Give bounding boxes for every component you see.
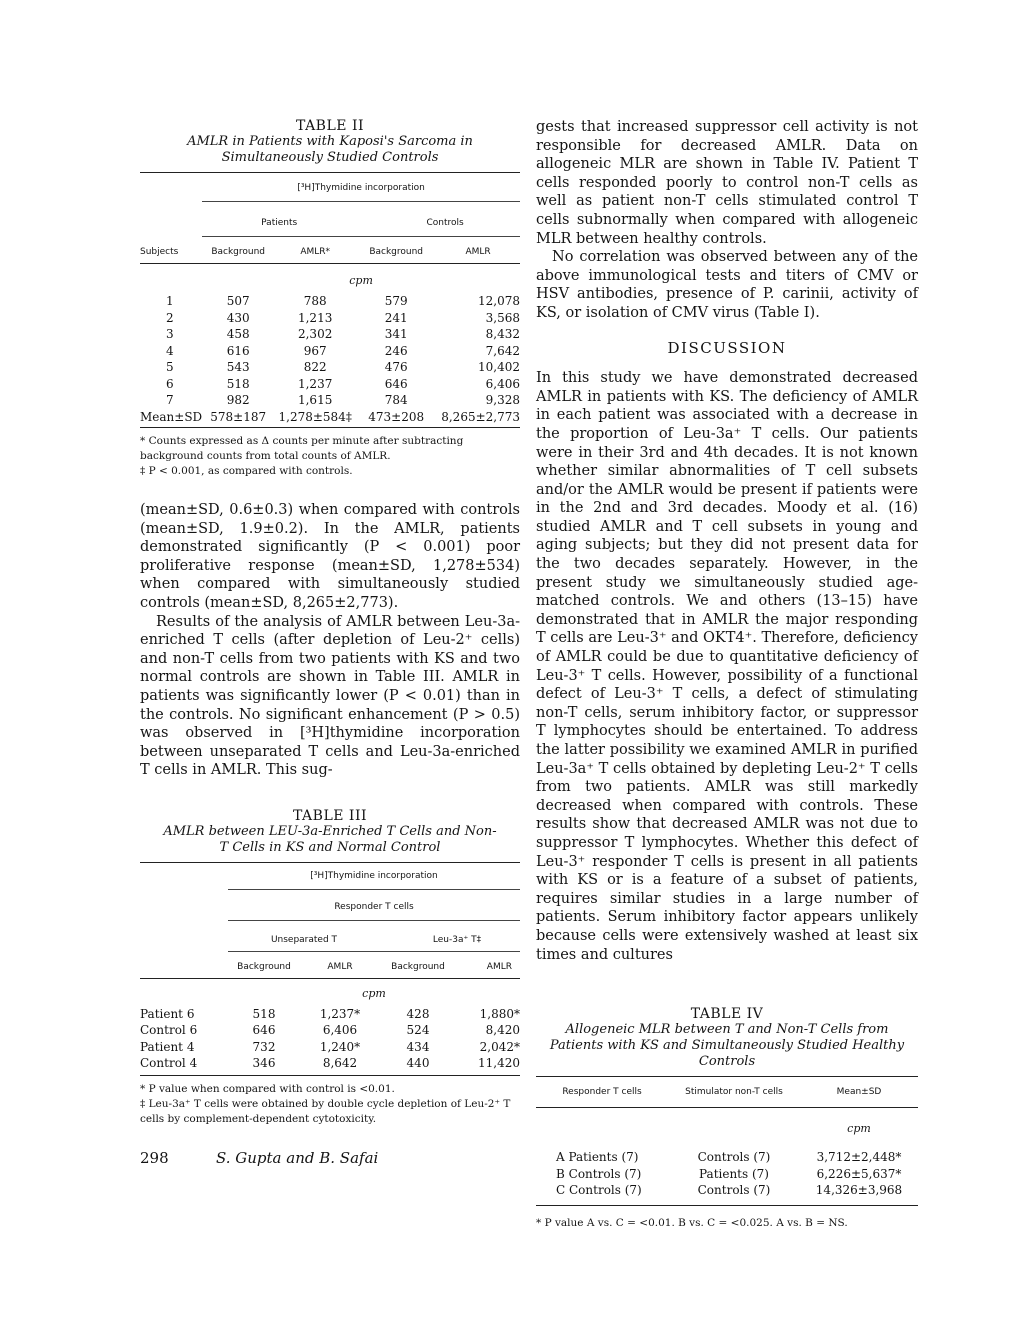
table-cell: 1,213 bbox=[297, 310, 333, 325]
right-column bbox=[536, 118, 918, 1231]
table-cell: 518 bbox=[226, 376, 250, 391]
table-cell: 428 bbox=[406, 1006, 430, 1021]
table-cell: 1,278±584‡ bbox=[278, 409, 352, 424]
table-row bbox=[536, 1149, 918, 1166]
table4-note-1: * P value A vs. C = <0.01. B vs. C = <0.025. A vs. B = NS. bbox=[536, 1216, 848, 1229]
running-authors: S. Gupta and B. Safai bbox=[216, 1149, 379, 1167]
table4-unit: cpm bbox=[847, 1122, 871, 1136]
table-cell: 2 bbox=[166, 310, 174, 325]
table2-spanner: [³H]Thymidine incorporation bbox=[202, 179, 520, 202]
table-cell: 5 bbox=[166, 360, 174, 374]
table-cell: 732 bbox=[252, 1039, 276, 1054]
table-cell: 1,237* bbox=[319, 1006, 361, 1021]
table-cell: 8,420 bbox=[485, 1023, 520, 1038]
table2 bbox=[140, 172, 520, 425]
table-row bbox=[140, 409, 520, 426]
table4-caption bbox=[536, 1006, 918, 1070]
table-row bbox=[536, 1166, 918, 1183]
right-body-text bbox=[536, 118, 918, 964]
table-cell: 8,642 bbox=[322, 1056, 358, 1071]
table-cell: Control 4 bbox=[140, 1056, 198, 1071]
table2-title: AMLR in Patients with Kaposi's Sarcoma in Simultaneously Studied Controls bbox=[187, 134, 473, 165]
table-cell: 7 bbox=[166, 393, 174, 407]
table-cell: Controls (7) bbox=[697, 1183, 771, 1198]
table-row bbox=[140, 1039, 520, 1056]
table-cell: 440 bbox=[406, 1056, 430, 1071]
table-row bbox=[140, 310, 520, 327]
table-cell: 476 bbox=[384, 360, 408, 374]
table-cell: 1 bbox=[166, 294, 174, 308]
table-cell: C Controls (7) bbox=[556, 1183, 642, 1198]
table-row bbox=[140, 1006, 520, 1023]
table4-title: Allogeneic MLR between T and Non-T Cells from Patients with KS and Simultaneously Studied Healthy Controls bbox=[549, 1022, 905, 1070]
table-row bbox=[140, 1055, 520, 1072]
table4-label: TABLE IV bbox=[690, 1006, 764, 1023]
table2-group-controls: Controls bbox=[356, 202, 520, 237]
table3-group-unseparated: Unseparated T bbox=[228, 920, 380, 951]
table-cell: Patient 6 bbox=[140, 1006, 195, 1021]
table2-group-patients: Patients bbox=[202, 202, 356, 237]
table-cell: 1,615 bbox=[297, 393, 333, 407]
table3 bbox=[140, 862, 520, 1072]
table4-col-meansd: Mean±SD bbox=[836, 1087, 882, 1098]
table2-note-1: * Counts expressed as Δ counts per minute after subtracting background counts from total counts of AMLR. bbox=[140, 435, 464, 462]
table4-col-responder: Responder T cells bbox=[562, 1087, 642, 1098]
table2-col-amlr2: AMLR bbox=[465, 247, 491, 257]
table-cell: 6,406 bbox=[485, 376, 520, 391]
table-cell: 646 bbox=[252, 1023, 276, 1038]
table3-spanner: [³H]Thymidine incorporation bbox=[228, 867, 520, 890]
table2-col-amlr1: AMLR* bbox=[300, 247, 331, 257]
table3-col-amlr2: AMLR bbox=[486, 961, 512, 972]
table-cell: Mean±SD bbox=[140, 409, 203, 424]
table2-note-2: ‡ P < 0.001, as compared with controls. bbox=[140, 465, 353, 477]
table-cell: 524 bbox=[406, 1023, 430, 1038]
right-paragraph-1: gests that increased suppressor cell activity is not responsible for decreased AMLR. Data on allogeneic MLR are shown in Table IV. Patient T cells responded poorly to control non-T cells as well as patient non-T cells stimulated control T cells subnormally when compared with allogeneic MLR between healthy controls. bbox=[536, 119, 918, 247]
table-cell: B Controls (7) bbox=[556, 1166, 642, 1181]
table-row bbox=[140, 1022, 520, 1039]
page-footer bbox=[140, 1149, 378, 1167]
table-cell: 473±208 bbox=[368, 409, 425, 424]
table-cell: 982 bbox=[226, 393, 250, 407]
table2-col-bg1: Background bbox=[211, 247, 266, 257]
table3-notes bbox=[140, 1082, 520, 1127]
table-cell: 579 bbox=[384, 294, 408, 308]
table-cell: 8,265±2,773 bbox=[441, 409, 520, 424]
table-row bbox=[536, 1182, 918, 1199]
table-cell: 3 bbox=[166, 327, 174, 341]
table-cell: 10,402 bbox=[478, 360, 520, 374]
table-row bbox=[140, 359, 520, 376]
table-cell: 246 bbox=[384, 343, 408, 358]
table-cell: 8,432 bbox=[485, 327, 520, 341]
table-cell: Patients (7) bbox=[699, 1166, 769, 1181]
left-column bbox=[140, 118, 520, 1127]
table3-col-bg1: Background bbox=[237, 961, 291, 972]
page-number: 298 bbox=[140, 1149, 169, 1167]
table-cell: 6 bbox=[166, 376, 174, 391]
table-cell: 518 bbox=[252, 1006, 276, 1021]
table2-col-bg2: Background bbox=[369, 247, 424, 257]
table3-col-amlr1: AMLR bbox=[327, 961, 353, 972]
table4-notes bbox=[536, 1216, 918, 1231]
table-row bbox=[140, 293, 520, 310]
table-cell: 578±187 bbox=[210, 409, 267, 424]
table-cell: Patient 4 bbox=[140, 1039, 195, 1054]
table-cell: 14,326±3,968 bbox=[815, 1183, 903, 1198]
table-cell: 1,237 bbox=[297, 376, 333, 391]
table2-col-subjects: Subjects bbox=[140, 246, 179, 257]
table-cell: 2,042* bbox=[479, 1039, 520, 1054]
table-cell: 1,880* bbox=[479, 1006, 520, 1021]
table3-caption bbox=[140, 808, 520, 856]
table-cell: 341 bbox=[384, 327, 408, 341]
table-cell: 822 bbox=[303, 360, 327, 374]
table-cell: 788 bbox=[303, 294, 327, 308]
table3-title: AMLR between LEU-3a-Enriched T Cells and Non-T Cells in KS and Normal Control bbox=[163, 823, 497, 855]
left-paragraph-1: (mean±SD, 0.6±0.3) when compared with controls (mean±SD, 1.9±0.2). In the AMLR, patients demonstrated significantly (P < 0.001) poor proliferative response (mean±SD, 1,278±534) when compared with simultaneously studied controls (mean±SD, 8,265±2,773). bbox=[140, 502, 520, 611]
right-paragraph-2: No correlation was observed between any of the above immunological tests and titers of CMV or HSV antibodies, presence of P. carinii, activity of KS, or isolation of CMV virus (Table I). bbox=[536, 249, 918, 321]
table-row bbox=[140, 326, 520, 343]
table3-note-2: ‡ Leu-3a⁺ T cells were obtained by double cycle depletion of Leu-2⁺ T cells by complement-dependent cytotoxicity. bbox=[140, 1097, 511, 1125]
left-body-text bbox=[140, 501, 520, 780]
table-cell: 543 bbox=[226, 360, 250, 374]
table-cell: 11,420 bbox=[478, 1056, 520, 1071]
table-cell: 784 bbox=[384, 393, 408, 407]
table-cell: 1,240* bbox=[319, 1039, 361, 1054]
table4-col-stimulator: Stimulator non-T cells bbox=[685, 1087, 783, 1098]
discussion-heading: DISCUSSION bbox=[667, 338, 787, 357]
table-cell: 434 bbox=[406, 1039, 430, 1054]
table-cell: 2,302 bbox=[297, 327, 333, 341]
table-cell: A Patients (7) bbox=[556, 1150, 639, 1165]
table3-group-leu3a: Leu-3a⁺ T‡ bbox=[380, 920, 520, 951]
table-cell: 458 bbox=[226, 327, 250, 341]
table3-col-bg2: Background bbox=[391, 961, 445, 972]
table-cell: 616 bbox=[226, 343, 250, 358]
left-paragraph-2: Results of the analysis of AMLR between Leu-3a-enriched T cells (after depletion of Leu-2⁺ cells) and non-T cells from two patients with KS and two normal controls are shown in Table III. AMLR in patients was significantly lower (P < 0.01) than in the controls. No significant enhancement (P > 0.5) was observed in [³H]thymidine incorporation between unseparated T cells and Leu-3a-enriched T cells in AMLR. This sug- bbox=[140, 613, 520, 779]
table-cell: 3,712±2,448* bbox=[816, 1150, 902, 1165]
table3-unit: cpm bbox=[362, 986, 386, 1000]
table-cell: 346 bbox=[252, 1056, 276, 1071]
table-cell: 9,328 bbox=[485, 393, 520, 407]
table2-label: TABLE II bbox=[296, 118, 364, 134]
table3-sub-spanner: Responder T cells bbox=[228, 889, 520, 920]
table-cell: 7,642 bbox=[485, 343, 520, 358]
table4 bbox=[536, 1076, 918, 1199]
table3-label: TABLE III bbox=[292, 807, 368, 824]
table-cell: 241 bbox=[384, 310, 408, 325]
table-cell: 507 bbox=[226, 294, 250, 308]
table-row bbox=[140, 376, 520, 393]
table2-unit: cpm bbox=[349, 274, 373, 287]
table2-notes bbox=[140, 434, 520, 479]
table-cell: 6,406 bbox=[322, 1023, 358, 1038]
table-cell: Control 6 bbox=[140, 1023, 198, 1038]
table-cell: 12,078 bbox=[478, 294, 520, 308]
table-cell: 430 bbox=[226, 310, 250, 325]
table-cell: Controls (7) bbox=[697, 1150, 771, 1165]
table2-caption bbox=[140, 118, 520, 166]
table-cell: 3,568 bbox=[485, 310, 520, 325]
table3-note-1: * P value when compared with control is <0.01. bbox=[140, 1082, 395, 1095]
table-cell: 4 bbox=[166, 343, 174, 358]
table-row bbox=[140, 392, 520, 409]
table-cell: 646 bbox=[384, 376, 408, 391]
table-row bbox=[140, 343, 520, 360]
table-cell: 6,226±5,637* bbox=[816, 1166, 902, 1181]
discussion-paragraph: In this study we have demonstrated decreased AMLR in patients with KS. The deficiency of AMLR in each patient was associated with a decrease in the proportion of Leu-3a⁺ T cells. Our patients were in their 3rd and 4th decades. It is not known whether similar abnormalities of T cell subsets and/or the AMLR would be present if patients were in the 2nd and 3rd decades. Moody et al. (16) studied AMLR and T cell subsets in young and aging subjects; but they did not present data for the two decades separately. However, in the present study we simultaneously studied age-matched controls. We and others (13–15) have demonstrated that in AMLR the major responding T cells are Leu-3⁺ and OKT4⁺. Therefore, deficiency of AMLR could be due to quantitative deficiency of Leu-3⁺ T cells. However, possibility of a functional defect of Leu-3⁺ T cells, a defect of stimulating non-T cells, serum inhibitory factor, or suppressor T lymphocytes should be entertained. To address the latter possibility we examined AMLR in purified Leu-3a⁺ T cells obtained by depleting Leu-2⁺ T cells from two patients. AMLR was still markedly decreased when compared with controls. These results show that decreased AMLR was not due to suppressor T lymphocytes. Whether this defect of Leu-3⁺ responder T cells is present in all patients with KS or is a feature of a subset of patients, requires similar studies in a large number of patients. Serum inhibitory factor appears unlikely because cells were extensively washed at least six times and cultures bbox=[536, 370, 918, 963]
table-cell: 967 bbox=[303, 343, 327, 358]
